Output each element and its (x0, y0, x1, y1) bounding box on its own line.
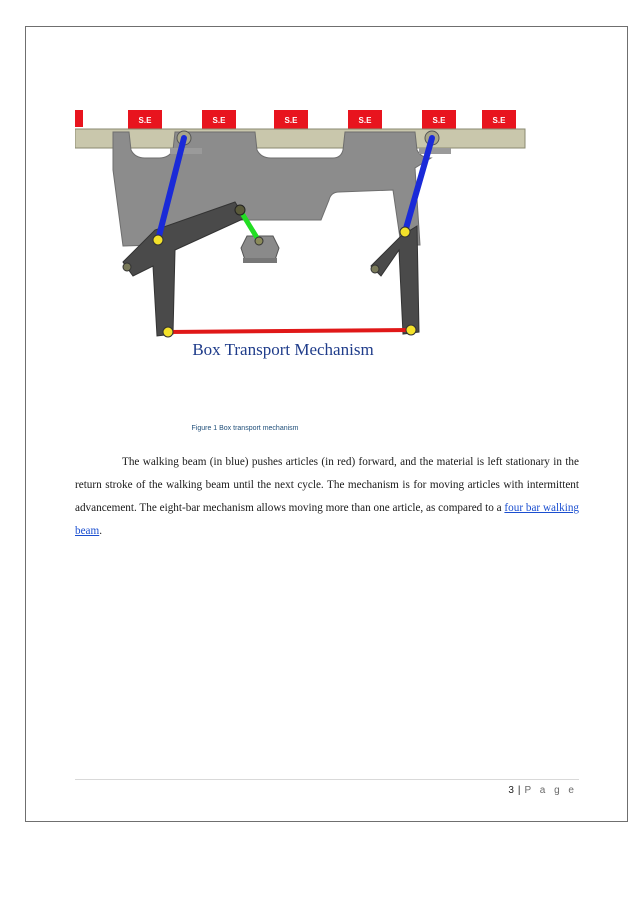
box-label: S.E (284, 116, 298, 125)
rail (75, 129, 525, 148)
figure-caption: Figure 1 Box transport mechanism (191, 425, 299, 432)
joint (371, 265, 379, 273)
article-box (348, 110, 382, 129)
body-paragraph (75, 451, 579, 543)
coupler (168, 330, 411, 332)
joint (153, 235, 163, 245)
footer-rule (75, 779, 579, 780)
joint (235, 205, 245, 215)
footer-separator: | (517, 785, 521, 796)
page-number: 3 (508, 785, 514, 796)
box-transport-diagram (75, 70, 579, 402)
article-box (128, 110, 162, 129)
joint (400, 227, 410, 237)
body-text: The walking beam (in blue) pushes articles (in red) forward, and the material is left stationary in the return stroke of the walking beam until the next cycle. The mechanism is for moving articles with intermittent advancement. The eight-bar mechanism allows moving more than one article, as compared to a (75, 456, 579, 514)
body-text-end: . (99, 525, 103, 537)
joint (123, 263, 131, 271)
four-bar-walking-beam-link[interactable]: four bar walking beam (75, 502, 580, 537)
article-box (482, 110, 516, 129)
article-box (75, 110, 83, 127)
joint (163, 327, 173, 337)
article-box (202, 110, 236, 129)
pin-support (170, 148, 202, 154)
joint (255, 237, 263, 245)
box-label: S.E (492, 116, 506, 125)
right-link (371, 226, 419, 334)
article-box (422, 110, 456, 129)
page-footer (508, 785, 577, 796)
article-box (274, 110, 308, 129)
pin-support (419, 148, 451, 154)
joint (406, 325, 416, 335)
box-label: S.E (212, 116, 226, 125)
figure (75, 70, 579, 402)
box-label: S.E (358, 116, 372, 125)
box-label: S.E (138, 116, 152, 125)
image-title: Box Transport Mechanism (192, 340, 374, 359)
page-word: P a g e (524, 785, 577, 796)
crank-base (243, 258, 277, 263)
box-label: S.E (432, 116, 446, 125)
